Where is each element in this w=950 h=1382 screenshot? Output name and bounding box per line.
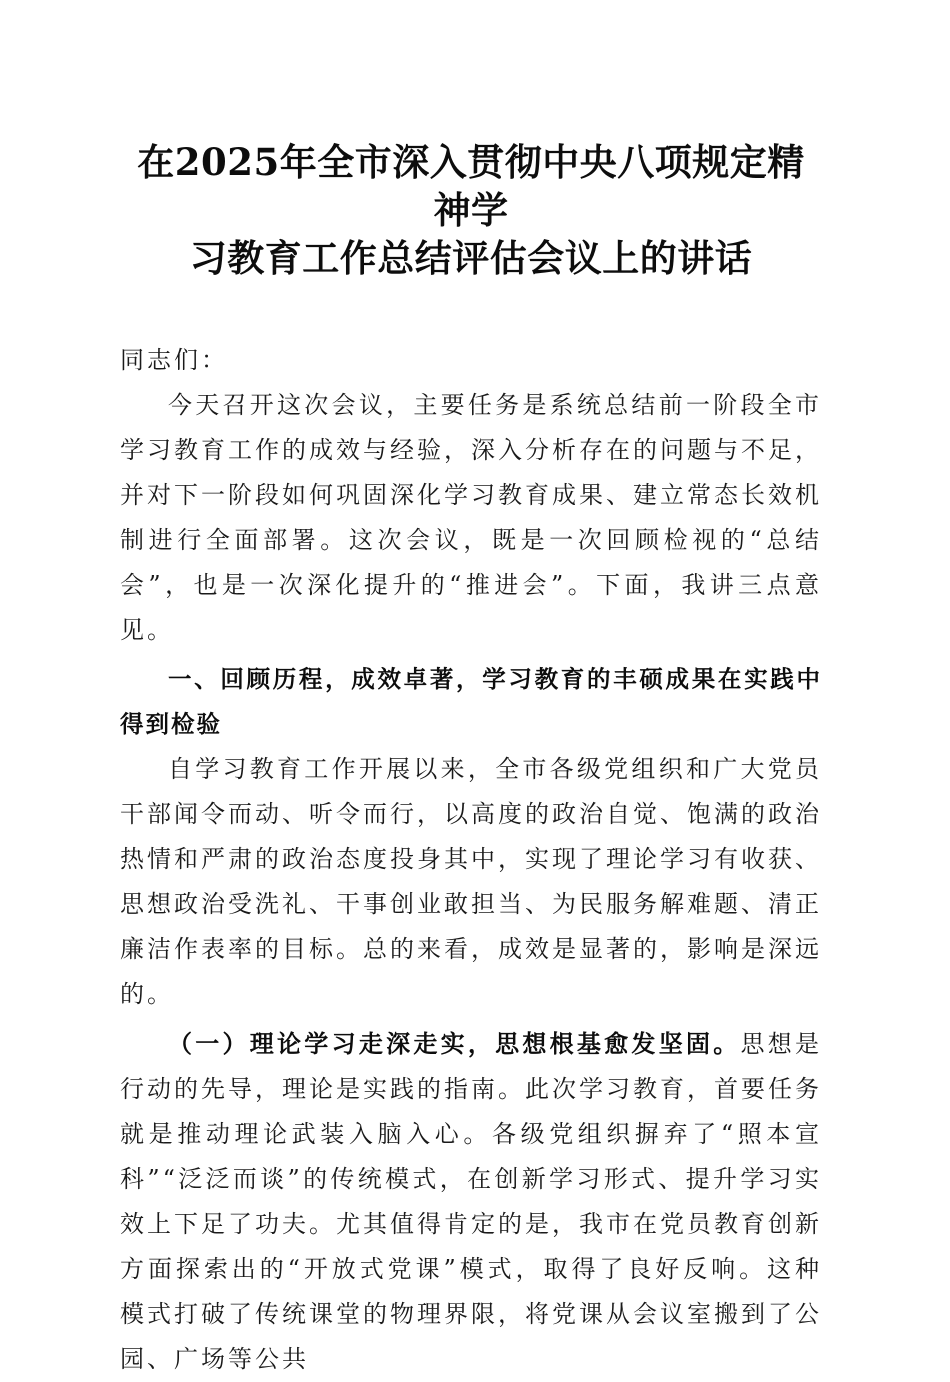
subsection-1-heading: （一）理论学习走深走实，思想根基愈发坚固。	[168, 1029, 741, 1058]
salutation: 同志们：	[120, 346, 228, 374]
title-line-2: 习教育工作总结评估会议上的讲话	[189, 236, 753, 280]
title-line-1: 在2025年全市深入贯彻中央八项规定精神学	[137, 140, 805, 232]
section-1-paragraph: 自学习教育工作开展以来，全市各级党组织和广大党员干部闻令而动、听令而行，以高度的政治自觉、饱满的政治热情和严肃的政治态度投身其中，实现了理论学习有收获、思想政治受洗礼、干事创业敢担当、为民服务解难题、清正廉洁作表率的目标。总的来看，成效是显著的，影响是深远的。	[120, 755, 822, 1008]
section-1-heading: 一、回顾历程，成效卓著，学习教育的丰硕成果在实践中得到检验	[120, 665, 822, 738]
subsection-1-paragraph	[120, 1021, 822, 1382]
subsection-1-text: 思想是行动的先导，理论是实践的指南。此次学习教育，首要任务就是推动理论武装入脑入心。各级党组织摒弃了“照本宣科”“泛泛而谈”的传统模式，在创新学习形式、提升学习实效上下足了功夫。尤其值得肯定的是，我市在党员教育创新方面探索出的“开放式党课”模式，取得了良好反响。这种模式打破了传统课堂的物理界限，将党课从会议室搬到了公园、广场等公共	[120, 1030, 823, 1373]
document-page	[120, 138, 822, 1382]
intro-paragraph: 今天召开这次会议，主要任务是系统总结前一阶段全市学习教育工作的成效与经验，深入分析存在的问题与不足，并对下一阶段如何巩固深化学习教育成果、建立常态长效机制进行全面部署。这次会议，既是一次回顾检视的“总结会”，也是一次深化提升的“推进会”。下面，我讲三点意见。	[120, 391, 822, 644]
document-title	[120, 138, 822, 282]
